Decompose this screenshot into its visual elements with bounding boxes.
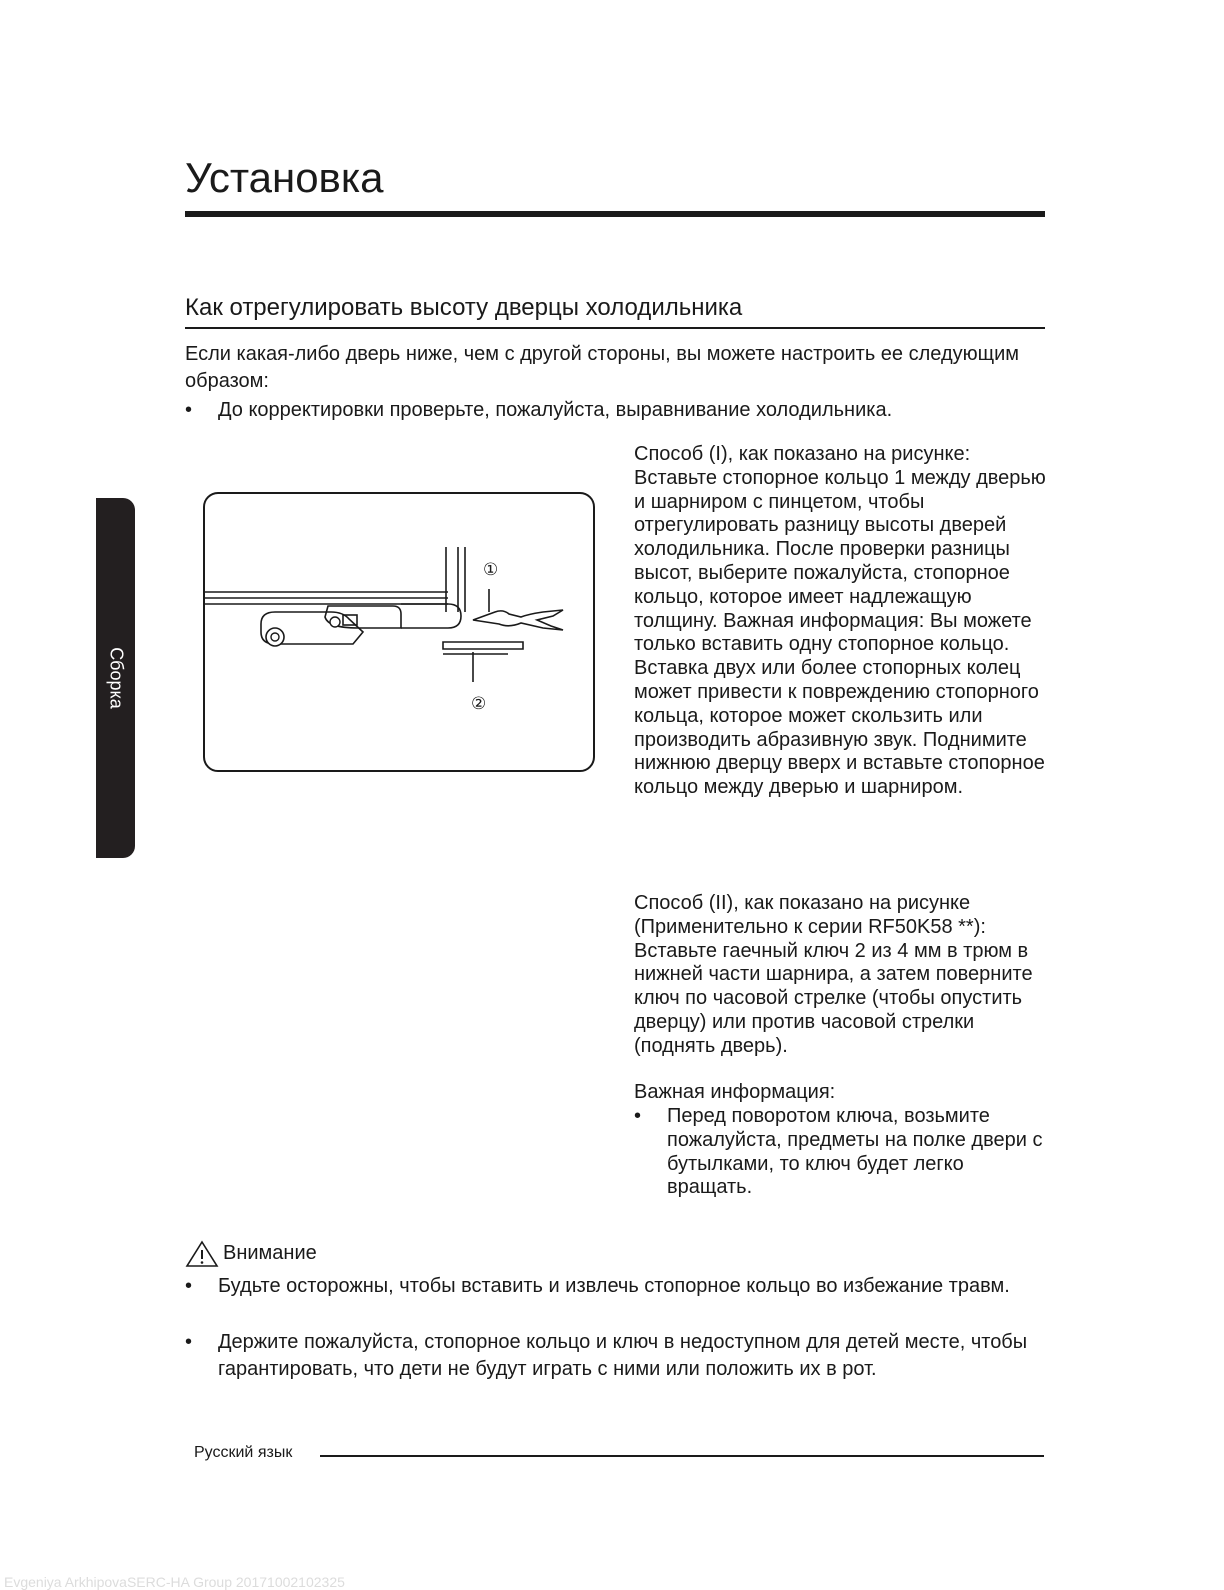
title-rule [185, 211, 1045, 217]
intro-paragraph: Если какая-либо дверь ниже, чем с другой стороны, вы можете настроить ее следующим образом: [185, 343, 1019, 392]
method-2-paragraph: Способ (II), как показано на рисунке (Применительно к серии RF50K58 **): Вставьте гаечный ключ 2 из 4 мм в трюм в нижней части шарнира, а затем поверните ключ по часовой стрелке (чтобы опустить дверцу) или против часовой стрелки (поднять дверь). [634, 892, 1033, 1057]
side-tab [96, 498, 135, 858]
hinge-adjustment-illustration [203, 492, 595, 772]
bullet-icon: • [185, 1275, 193, 1297]
important-label: Важная информация: [634, 1081, 836, 1103]
list-item-text: Перед поворотом ключа, возьмите пожалуйста, предметы на полке двери с бутылками, то ключ будет легко вращать. [667, 1105, 1043, 1199]
list-item-text: Держите пожалуйста, стопорное кольцо и ключ в недоступном для детей месте, чтобы гарантировать, что дети не будут играть с ними или положить их в рот. [218, 1331, 1028, 1380]
section-heading: Как отрегулировать высоту дверцы холодильника [185, 294, 743, 321]
bullet-icon: • [185, 1331, 193, 1353]
footer-watermark-text: Evgeniya ArkhipovaSERC-HA Group 20171002102325 [4, 1574, 345, 1590]
list-item-text: Будьте осторожны, чтобы вставить и извлечь стопорное кольцо во избежание травм. [218, 1275, 1010, 1297]
list-item-text: До корректировки проверьте, пожалуйста, выравнивание холодильника. [218, 399, 893, 421]
footer-rule [320, 1455, 1044, 1457]
bullet-icon: • [185, 399, 193, 421]
method-1-paragraph: Способ (I), как показано на рисунке: Вставьте стопорное кольцо 1 между дверью и шарниром с пинцетом, чтобы отрегулировать разницу высоты дверей холодильника. После проверки разницы высот, выберите пожалуйста, стопорное кольцо, которое имеет надлежащую толщину. Важная информация: Вы можете только вставить одну стопорное кольцо. Вставка двух или более стопорных колец может привести к повреждению стопорного кольца, которое может скользить или производить абразивную звук. Поднимите нижнюю дверцу вверх и вставьте стопорное кольцо между дверью и шарниром. [634, 443, 1046, 799]
footer-language: Русский язык [194, 1444, 293, 1461]
warning-triangle-icon [185, 1240, 219, 1268]
callout-2-label: ② [471, 694, 487, 714]
page-title: Установка [185, 154, 384, 201]
callout-1-label: ① [483, 560, 499, 580]
caution-heading [185, 1238, 317, 1268]
caution-label: Внимание [223, 1242, 317, 1264]
bullet-icon: • [634, 1105, 642, 1127]
section-rule [185, 327, 1045, 329]
side-tab-label: Сборка [106, 647, 126, 709]
